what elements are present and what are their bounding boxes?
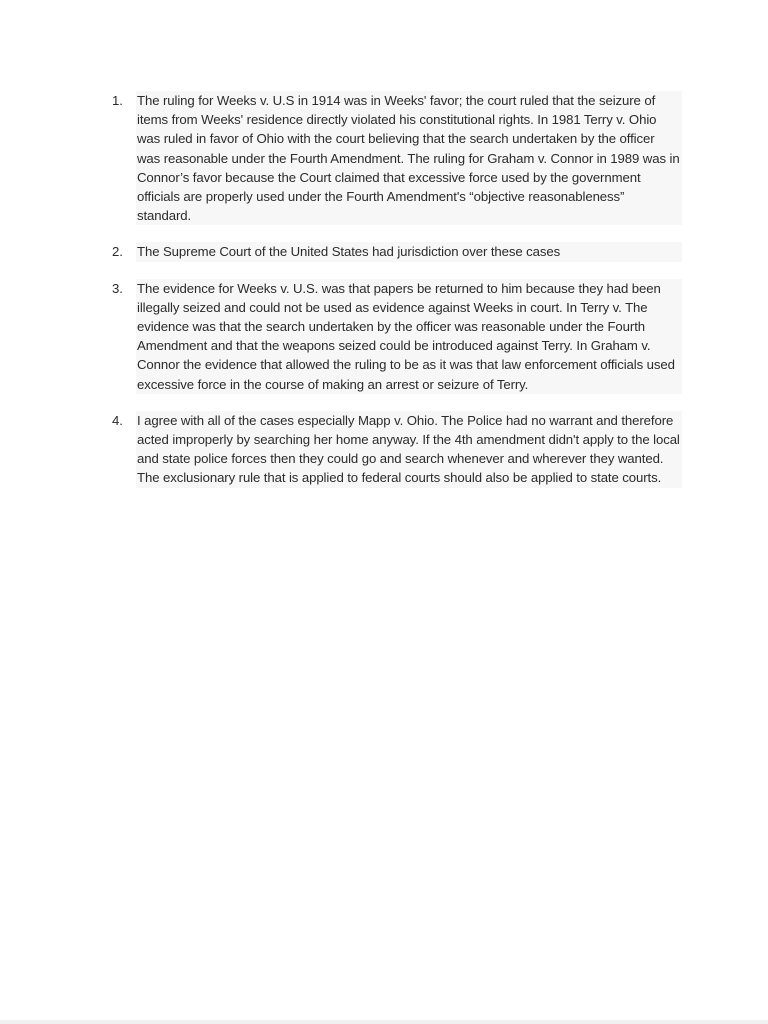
- answer-item-4: [112, 411, 682, 488]
- answer-item-3: [112, 279, 682, 394]
- answer-text: I agree with all of the cases especially Mapp v. Ohio. The Police had no warrant and therefore acted improperly by searching her home anyway. If the 4th amendment didn't apply to the local and state police forces then they could go and search whenever and wherever they wanted. The exclusionary rule that is applied to federal courts should also be applied to state courts.: [136, 411, 682, 488]
- answer-item-1: [112, 91, 682, 225]
- page-bottom-strip: [0, 1020, 768, 1024]
- answer-text: The ruling for Weeks v. U.S in 1914 was in Weeks' favor; the court ruled that the seizure of items from Weeks' residence directly violated his constitutional rights. In 1981 Terry v. Ohio was ruled in favor of Ohio with the court believing that the search undertaken by the officer was reasonable under the Fourth Amendment. The ruling for Graham v. Connor in 1989 was in Connor’s favor because the Court claimed that excessive force used by the government officials are properly used under the Fourth Amendment's “objective reasonableness” standard.: [136, 91, 682, 225]
- answer-text: The evidence for Weeks v. U.S. was that papers be returned to him because they had been illegally seized and could not be used as evidence against Weeks in court. In Terry v. The evidence was that the search undertaken by the officer was reasonable under the Fourth Amendment and that the weapons seized could be introduced against Terry. In Graham v. Connor the evidence that allowed the ruling to be as it was that law enforcement officials used excessive force in the course of making an arrest or seizure of Terry.: [136, 279, 682, 394]
- item-number: 3.: [112, 280, 123, 296]
- answer-text: The Supreme Court of the United States had jurisdiction over these cases: [136, 242, 682, 261]
- item-number: 4.: [112, 412, 123, 428]
- numbered-answer-list: [112, 91, 682, 505]
- item-number: 2.: [112, 244, 123, 260]
- answer-item-2: [112, 242, 682, 261]
- item-number: 1.: [112, 93, 123, 108]
